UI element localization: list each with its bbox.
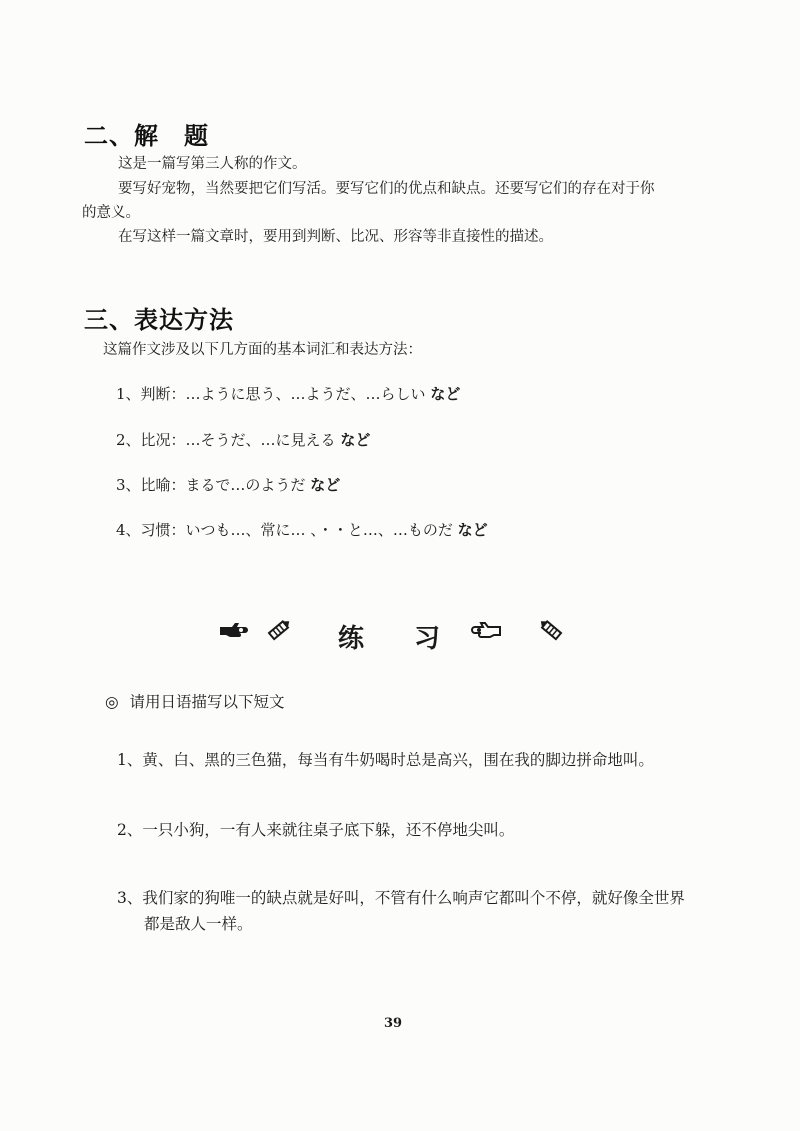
expression-label: 1、判断：…ように思う、…ようだ、…らしい: [116, 385, 426, 403]
instruction-text: 请用日语描写以下短文: [129, 693, 285, 711]
expression-tail: など: [457, 521, 488, 539]
exercise-title-char-2: 习: [414, 624, 443, 654]
double-circle-icon: ◎: [105, 693, 119, 711]
expression-tail: など: [430, 385, 461, 403]
paragraph-line: 这是一篇写第三人称的作文。: [118, 156, 307, 172]
exercise-question: 2、一只小狗，一有人来就往桌子底下躲，还不停地尖叫。: [117, 821, 515, 839]
page-number: 39: [384, 1016, 403, 1031]
exercise-question: 3、我们家的狗唯一的缺点就是好叫，不管有什么响声它都叫个不停，就好像全世界: [117, 889, 685, 907]
exercise-question-continued: 都是敌人一样。: [144, 915, 253, 933]
paragraph-line: 在写这样一篇文章时，要用到判断、比况、形容等非直接性的描述。: [118, 229, 553, 245]
section-intro: 这篇作文涉及以下几方面的基本词汇和表达方法：: [103, 342, 422, 358]
section-heading-3: 三、表达方法: [84, 306, 234, 334]
pointing-hand-right-icon: [218, 618, 250, 640]
expression-label: 4、习惯：いつも…、常に… 、・・と…、…ものだ: [116, 521, 453, 539]
pencil-icon: [266, 616, 294, 642]
expression-item: [116, 474, 340, 495]
exercise-title-char-1: 练: [338, 624, 367, 654]
expression-item: [116, 519, 488, 540]
expression-label: 3、比喻：まるで…のようだ: [116, 476, 306, 494]
expression-tail: など: [340, 431, 371, 449]
section-heading-2: 二、解 题: [84, 122, 209, 150]
paragraph-line: 要写好宠物，当然要把它们写活。要写它们的优点和缺点。还要写它们的存在对于你: [118, 181, 655, 197]
expression-tail: など: [310, 476, 341, 494]
pencil-icon-2: [536, 616, 564, 642]
exercise-instruction: [105, 690, 284, 712]
expression-label: 2、比况：…そうだ、…に見える: [116, 431, 336, 449]
expression-item: [116, 383, 460, 404]
pointing-hand-left-icon: [470, 618, 502, 640]
exercise-question: 1、黄、白、黑的三色猫，每当有牛奶喝时总是高兴，围在我的脚边拼命地叫。: [117, 751, 654, 769]
expression-item: [116, 429, 370, 450]
paragraph-line: 的意义。: [82, 205, 140, 221]
